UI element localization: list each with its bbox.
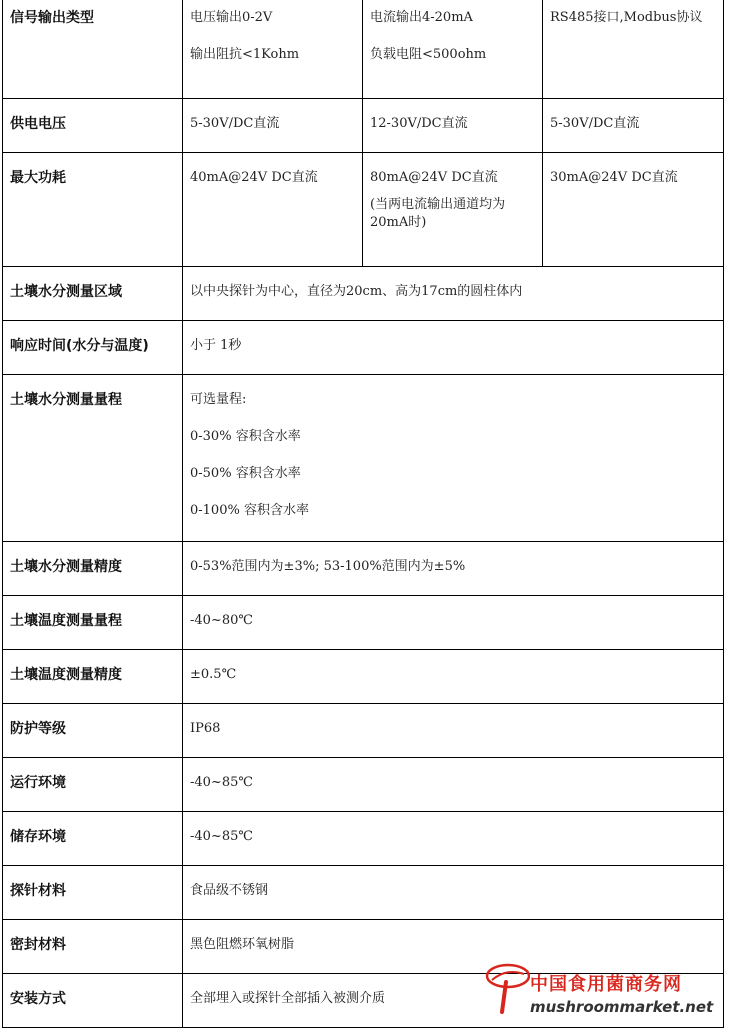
table-cell bbox=[183, 0, 363, 99]
watermark-logo bbox=[484, 960, 720, 1020]
table-cell: 黑色阻燃环氧树脂 bbox=[183, 920, 724, 974]
table-row bbox=[3, 542, 724, 596]
table-cell: 以中央探针为中心，直径为20cm、高为17cm的圆柱体内 bbox=[183, 267, 724, 321]
cell-text: 可选量程: bbox=[190, 392, 247, 407]
cell-text: RS485接口,Modbus协议 bbox=[550, 10, 703, 25]
table-row bbox=[3, 321, 724, 375]
table-cell: 食品级不锈钢 bbox=[183, 866, 724, 920]
table-cell bbox=[183, 375, 724, 542]
cell-text: 0-50% 容积含水率 bbox=[190, 466, 301, 481]
table-cell: 0-53%范围内为±3%; 53-100%范围内为±5% bbox=[183, 542, 724, 596]
row-label: 储存环境 bbox=[3, 812, 183, 866]
row-label: 土壤水分测量精度 bbox=[3, 542, 183, 596]
table-cell bbox=[363, 0, 543, 99]
row-label: 防护等级 bbox=[3, 704, 183, 758]
table-cell: 12-30V/DC直流 bbox=[363, 99, 543, 153]
table-cell: 全部埋入或探针全部插入被测介质 bbox=[183, 974, 724, 1028]
table-cell: -40~85℃ bbox=[183, 758, 724, 812]
table-row bbox=[3, 99, 724, 153]
table-row bbox=[3, 812, 724, 866]
table-cell: 小于 1秒 bbox=[183, 321, 724, 375]
spec-table bbox=[2, 0, 724, 1028]
row-label: 土壤温度测量量程 bbox=[3, 596, 183, 650]
cell-text: 80mA@24V DC直流 bbox=[370, 170, 498, 185]
table-row bbox=[3, 758, 724, 812]
mushroom-logo-icon bbox=[484, 960, 530, 1020]
table-cell: 40mA@24V DC直流 bbox=[183, 153, 363, 267]
table-row bbox=[3, 0, 724, 99]
row-label: 响应时间(水分与温度) bbox=[3, 321, 183, 375]
row-label: 探针材料 bbox=[3, 866, 183, 920]
table-cell: -40~80℃ bbox=[183, 596, 724, 650]
table-row bbox=[3, 267, 724, 321]
row-label: 土壤温度测量精度 bbox=[3, 650, 183, 704]
row-label: 土壤水分测量量程 bbox=[3, 375, 183, 542]
cell-text: 0-100% 容积含水率 bbox=[190, 503, 309, 518]
table-cell: -40~85℃ bbox=[183, 812, 724, 866]
cell-text: 负载电阻<500ohm bbox=[370, 47, 487, 62]
table-row bbox=[3, 866, 724, 920]
table-row bbox=[3, 375, 724, 542]
cell-text: (当两电流输出通道均为20mA时) bbox=[370, 197, 506, 230]
watermark-cn: 中国食用菌商务网 bbox=[530, 974, 682, 995]
row-label: 土壤水分测量区域 bbox=[3, 267, 183, 321]
row-label: 安装方式 bbox=[3, 974, 183, 1028]
table-row bbox=[3, 650, 724, 704]
row-label: 最大功耗 bbox=[3, 153, 183, 267]
cell-text: 电压输出0-2V bbox=[190, 10, 273, 25]
table-cell bbox=[363, 153, 543, 267]
table-cell: 5-30V/DC直流 bbox=[543, 99, 724, 153]
table-row bbox=[3, 153, 724, 267]
table-cell: ±0.5℃ bbox=[183, 650, 724, 704]
table-cell: 5-30V/DC直流 bbox=[183, 99, 363, 153]
watermark-en: mushroommarket.net bbox=[530, 998, 714, 1016]
row-label: 信号输出类型 bbox=[3, 0, 183, 99]
row-label: 供电电压 bbox=[3, 99, 183, 153]
table-row bbox=[3, 596, 724, 650]
cell-text: 0-30% 容积含水率 bbox=[190, 429, 301, 444]
row-label: 运行环境 bbox=[3, 758, 183, 812]
table-cell: 30mA@24V DC直流 bbox=[543, 153, 724, 267]
table-cell: IP68 bbox=[183, 704, 724, 758]
cell-text: 电流输出4-20mA bbox=[370, 10, 473, 25]
table-row bbox=[3, 704, 724, 758]
row-label: 密封材料 bbox=[3, 920, 183, 974]
cell-text: 输出阻抗<1Kohm bbox=[190, 47, 300, 62]
table-cell bbox=[543, 0, 724, 99]
